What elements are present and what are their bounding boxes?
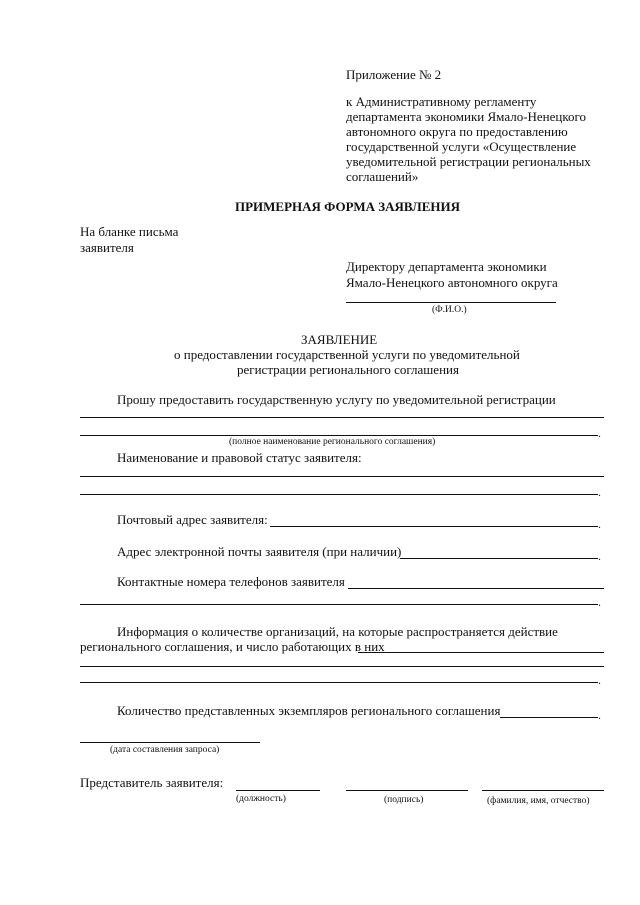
agreement-line: [80, 435, 598, 436]
period-mark: .: [598, 517, 601, 531]
phones-line: [80, 604, 598, 605]
fio-line: [346, 302, 556, 303]
copies-line: [500, 717, 598, 718]
addressee-line: Ямало-Ненецкого автономного округа: [346, 275, 558, 290]
info-text: регионального соглашения, и число работающих в них: [80, 639, 385, 654]
copies-label: Количество представленных экземпляров регионального соглашения: [117, 703, 501, 718]
email-label: Адрес электронной почты заявителя (при наличии): [117, 544, 402, 559]
statement-title: ЗАЯВЛЕНИЕ: [301, 332, 378, 347]
letterhead-line: На бланке письма: [80, 224, 179, 239]
applicant-name-label: Наименование и правовой статус заявителя:: [117, 450, 362, 465]
period-mark: .: [598, 708, 601, 722]
period-mark: .: [598, 595, 601, 609]
info-line: [80, 682, 598, 683]
phones-label: Контактные номера телефонов заявителя: [117, 574, 345, 589]
appendix-line: департамента экономики Ямало-Ненецкого: [346, 109, 587, 124]
period-mark: .: [598, 549, 601, 563]
addressee-line: Директору департамента экономики: [346, 259, 547, 274]
date-caption: (дата составления запроса): [110, 745, 220, 755]
postal-address-line: [270, 526, 598, 527]
fio-caption: (Ф.И.О.): [432, 305, 467, 315]
postal-address-label: Почтовый адрес заявителя:: [117, 512, 268, 527]
form-title: ПРИМЕРНАЯ ФОРМА ЗАЯВЛЕНИЯ: [235, 199, 461, 214]
phones-line: [348, 588, 604, 589]
appendix-title: Приложение № 2: [346, 67, 442, 82]
info-text: Информация о количестве организаций, на которые распространяется действие: [117, 624, 558, 639]
email-line: [400, 558, 598, 559]
applicant-name-line: [80, 494, 598, 495]
appendix-line: к Административному регламенту: [346, 94, 537, 109]
period-mark: .: [598, 426, 601, 440]
position-caption: (должность): [236, 794, 286, 804]
agreement-line: [80, 417, 604, 418]
date-line: [80, 742, 260, 743]
signature-caption: (подпись): [384, 795, 424, 805]
appendix-line: автономного округа по предоставлению: [346, 124, 568, 139]
applicant-name-line: [80, 476, 604, 477]
position-line: [236, 790, 320, 791]
statement-subtitle: о предоставлении государственной услуги по уведомительной: [174, 347, 520, 362]
representative-label: Представитель заявителя:: [80, 775, 224, 790]
info-line: [358, 652, 604, 653]
period-mark: .: [598, 673, 601, 687]
letterhead-line: заявителя: [80, 240, 134, 255]
appendix-line: соглашений»: [346, 169, 419, 184]
signature-line: [346, 790, 468, 791]
period-mark: .: [598, 485, 601, 499]
agreement-caption: (полное наименование регионального соглашения): [229, 437, 436, 447]
name-line: [482, 790, 604, 791]
request-text: Прошу предоставить государственную услугу по уведомительной регистрации: [117, 392, 556, 407]
name-caption: (фамилия, имя, отчество): [487, 796, 590, 806]
appendix-line: государственной услуги «Осуществление: [346, 139, 577, 154]
statement-subtitle: регистрации регионального соглашения: [237, 362, 459, 377]
info-line: [80, 666, 604, 667]
appendix-line: уведомительной регистрации региональных: [346, 154, 591, 169]
